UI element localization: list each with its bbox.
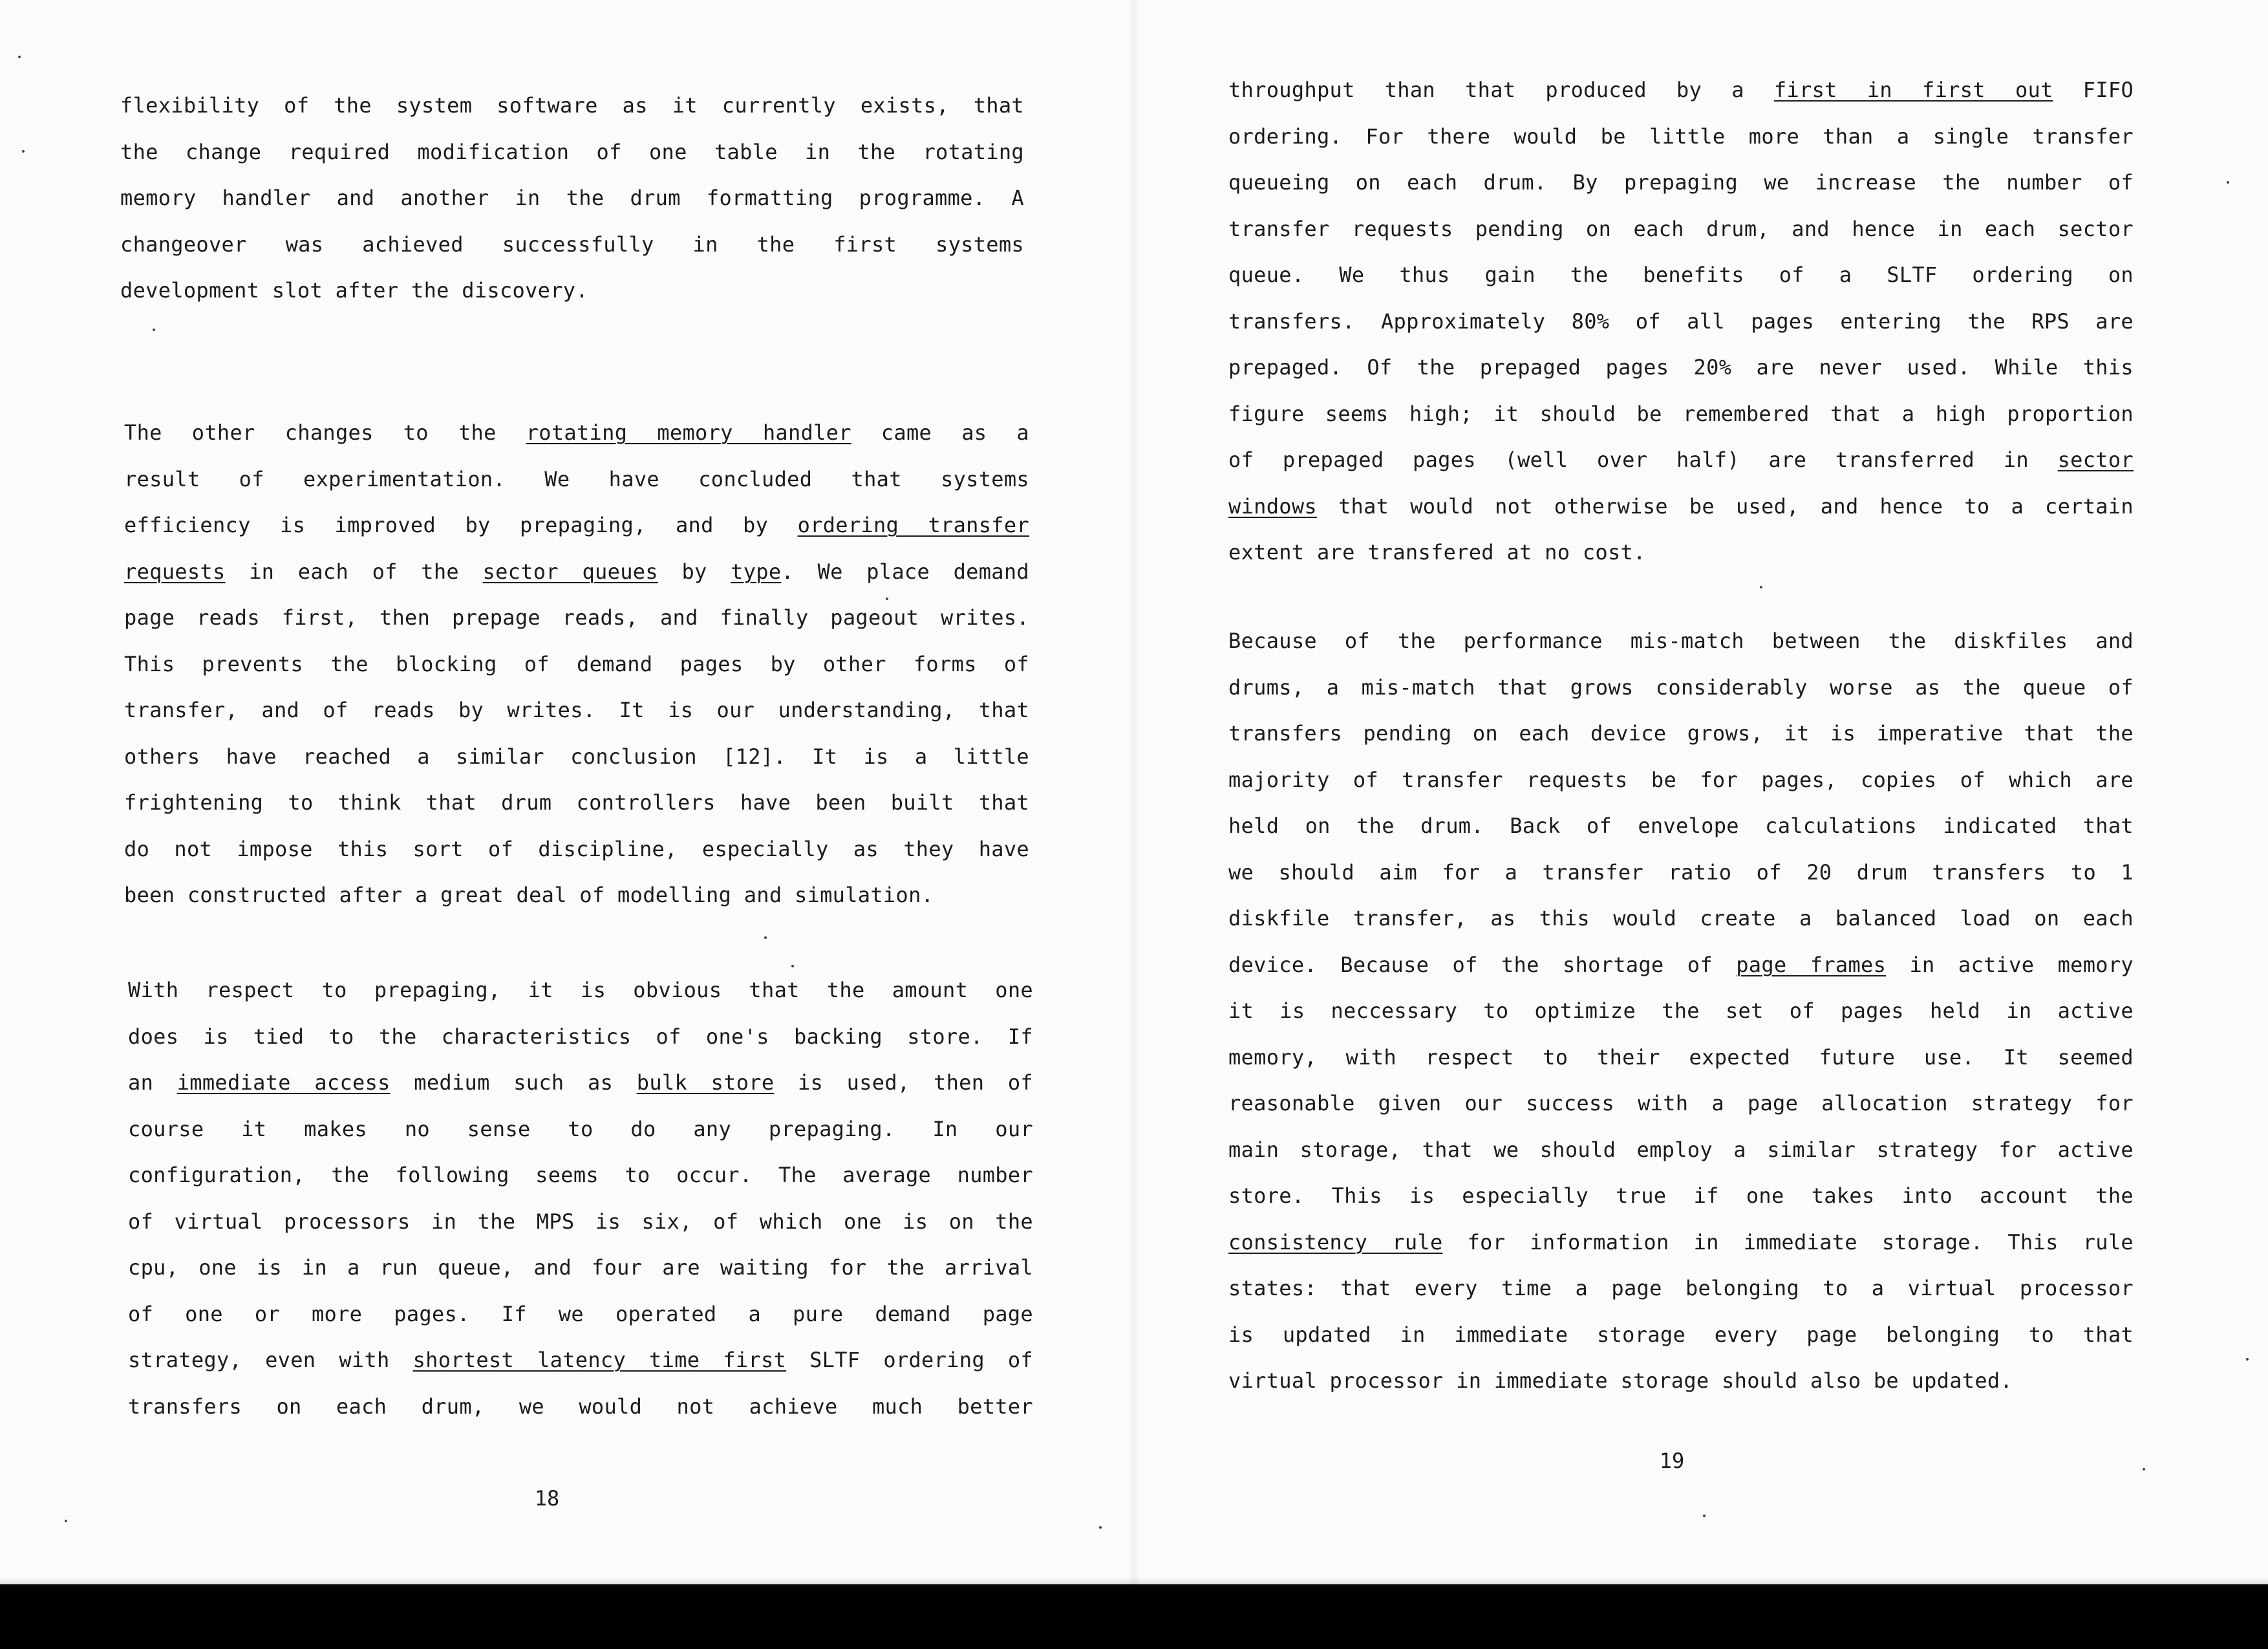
book-gutter	[1128, 0, 1140, 1584]
text-line: consistency rule for information in immediate storage. This rule	[1228, 1229, 2134, 1255]
text-line: diskfile transfer, as this would create a balanced load on each	[1228, 906, 2134, 931]
text-line: of virtual processors in the MPS is six, of which one is on the	[128, 1209, 1033, 1234]
text-line: we should aim for a transfer ratio of 20 drum transfers to 1	[1228, 859, 2134, 885]
text-line: transfers pending on each device grows, it is imperative that the	[1228, 721, 2134, 746]
scan-speck	[764, 936, 767, 939]
underlined-term: type	[731, 559, 782, 584]
text-line: Because of the performance mis-match between the diskfiles and	[1228, 629, 2134, 653]
scan-speck	[1703, 1514, 1706, 1517]
underlined-term: requests	[124, 559, 226, 584]
left-paragraph-3	[128, 967, 1033, 1430]
left-paragraph-2	[124, 410, 1029, 919]
scan-speck	[153, 329, 155, 331]
text-line: The other changes to the rotating memory handler came as a	[124, 420, 1029, 445]
scan-speck	[2227, 181, 2229, 184]
scan-speck	[1760, 586, 1762, 588]
text-line: frightening to think that drum controllers have been built that	[124, 790, 1029, 815]
text-line: result of experimentation. We have concluded that systems	[124, 466, 1029, 491]
text-line: memory, with respect to their expected future use. It seemed	[1228, 1044, 2134, 1070]
left-paragraph-1	[120, 83, 1024, 314]
text-line: of prepaged pages (well over half) are transferred in sector	[1228, 447, 2134, 472]
text-line: This prevents the blocking of demand pages by other forms of	[124, 651, 1029, 676]
underlined-term: first in first out	[1773, 78, 2053, 102]
text-line: transfers on each drum, we would not achieve much better	[128, 1394, 1033, 1419]
underlined-term: sector	[2057, 447, 2134, 472]
text-line: of one or more pages. If we operated a pure demand page	[128, 1301, 1033, 1326]
text-line: an immediate access medium such as bulk store is used, then of	[128, 1070, 1033, 1095]
underlined-term: shortest latency time first	[412, 1348, 787, 1372]
text-line: virtual processor in immediate storage should also be updated.	[1228, 1368, 2013, 1393]
scan-speck	[2246, 1358, 2249, 1361]
text-line: queue. We thus gain the benefits of a SLTF ordering on	[1228, 263, 2134, 287]
scan-speck	[1099, 1526, 1102, 1529]
text-line: drums, a mis-match that grows considerably worse as the queue of	[1228, 674, 2134, 700]
text-line: With respect to prepaging, it is obvious that the amount one	[128, 978, 1033, 1002]
scan-edge-shadow	[0, 1578, 2268, 1597]
page-number-left: 18	[534, 1486, 560, 1511]
underlined-term: consistency rule	[1228, 1229, 1443, 1255]
underlined-term: immediate access	[177, 1070, 390, 1095]
text-line: windows that would not otherwise be used, and hence to a certain	[1228, 493, 2134, 519]
underlined-term: page frames	[1736, 952, 1887, 977]
text-line: is updated in immediate storage every page belonging to that	[1228, 1322, 2134, 1347]
text-line: development slot after the discovery.	[120, 278, 588, 303]
text-line: figure seems high; it should be remembered that a high proportion	[1228, 401, 2134, 426]
scan-speck	[18, 56, 21, 58]
right-paragraph-1	[1228, 67, 2134, 576]
underlined-term: ordering transfer	[797, 513, 1029, 537]
text-line: reasonable given our success with a page allocation strategy for	[1228, 1091, 2134, 1116]
text-line: device. Because of the shortage of page frames in active memory	[1228, 952, 2134, 977]
right-paragraph-2	[1228, 618, 2134, 1405]
text-line: majority of transfer requests be for pages, copies of which are	[1228, 767, 2134, 792]
underlined-term: bulk store	[636, 1070, 775, 1095]
text-line: main storage, that we should employ a similar strategy for active	[1228, 1137, 2134, 1162]
text-line: efficiency is improved by prepaging, and by ordering transfer	[124, 513, 1029, 537]
scan-speck	[886, 598, 888, 600]
scan-speck	[65, 1520, 67, 1522]
underlined-term: rotating memory handler	[526, 420, 851, 445]
text-line: configuration, the following seems to occur. The average number	[128, 1163, 1033, 1187]
text-line: held on the drum. Back of envelope calculations indicated that	[1228, 814, 2134, 838]
text-line: transfers. Approximately 80% of all pages entering the RPS are	[1228, 308, 2134, 334]
right-page	[1134, 0, 2268, 1584]
text-line: states: that every time a page belonging to a virtual processor	[1228, 1276, 2134, 1300]
text-line: transfer, and of reads by writes. It is our understanding, that	[124, 698, 1029, 722]
text-line: do not impose this sort of discipline, especially as they have	[124, 836, 1029, 861]
underlined-term: sector queues	[482, 559, 658, 584]
text-line: flexibility of the system software as it currently exists, that	[120, 93, 1024, 118]
text-line: memory handler and another in the drum formatting programme. A	[120, 186, 1024, 210]
text-line: ordering. For there would be little more than a single transfer	[1228, 124, 2134, 149]
text-line: the change required modification of one table in the rotating	[120, 139, 1024, 164]
text-line: queueing on each drum. By prepaging we increase the number of	[1228, 170, 2134, 195]
text-line: been constructed after a great deal of modelling and simulation.	[124, 883, 934, 907]
text-line: extent are transfered at no cost.	[1228, 540, 1646, 565]
text-line: transfer requests pending on each drum, and hence in each sector	[1228, 216, 2134, 241]
text-line: store. This is especially true if one takes into account the	[1228, 1183, 2134, 1208]
text-line: others have reached a similar conclusion [12]. It is a little	[124, 744, 1029, 769]
scan-speck	[2143, 1468, 2145, 1471]
text-line: changeover was achieved successfully in the first systems	[120, 232, 1024, 257]
text-line: requests in each of the sector queues by type. We place demand	[124, 559, 1029, 584]
text-line: course it makes no sense to do any prepaging. In our	[128, 1116, 1033, 1141]
text-line: prepaged. Of the prepaged pages 20% are never used. While this	[1228, 355, 2134, 380]
text-line: page reads first, then prepage reads, and finally pageout writes.	[124, 605, 1029, 630]
page-number-right: 19	[1659, 1449, 1685, 1473]
text-line: strategy, even with shortest latency time first SLTF ordering of	[128, 1348, 1034, 1372]
text-line: it is neccessary to optimize the set of pages held in active	[1228, 998, 2134, 1023]
left-page	[0, 0, 1134, 1584]
text-line: does is tied to the characteristics of one's backing store. If	[128, 1024, 1033, 1049]
scan-speck	[22, 150, 25, 153]
underlined-term: windows	[1228, 493, 1317, 519]
text-line: throughput than that produced by a first in first out FIFO	[1228, 78, 2134, 102]
scan-speck	[791, 965, 794, 967]
text-line: cpu, one is in a run queue, and four are waiting for the arrival	[128, 1255, 1033, 1280]
